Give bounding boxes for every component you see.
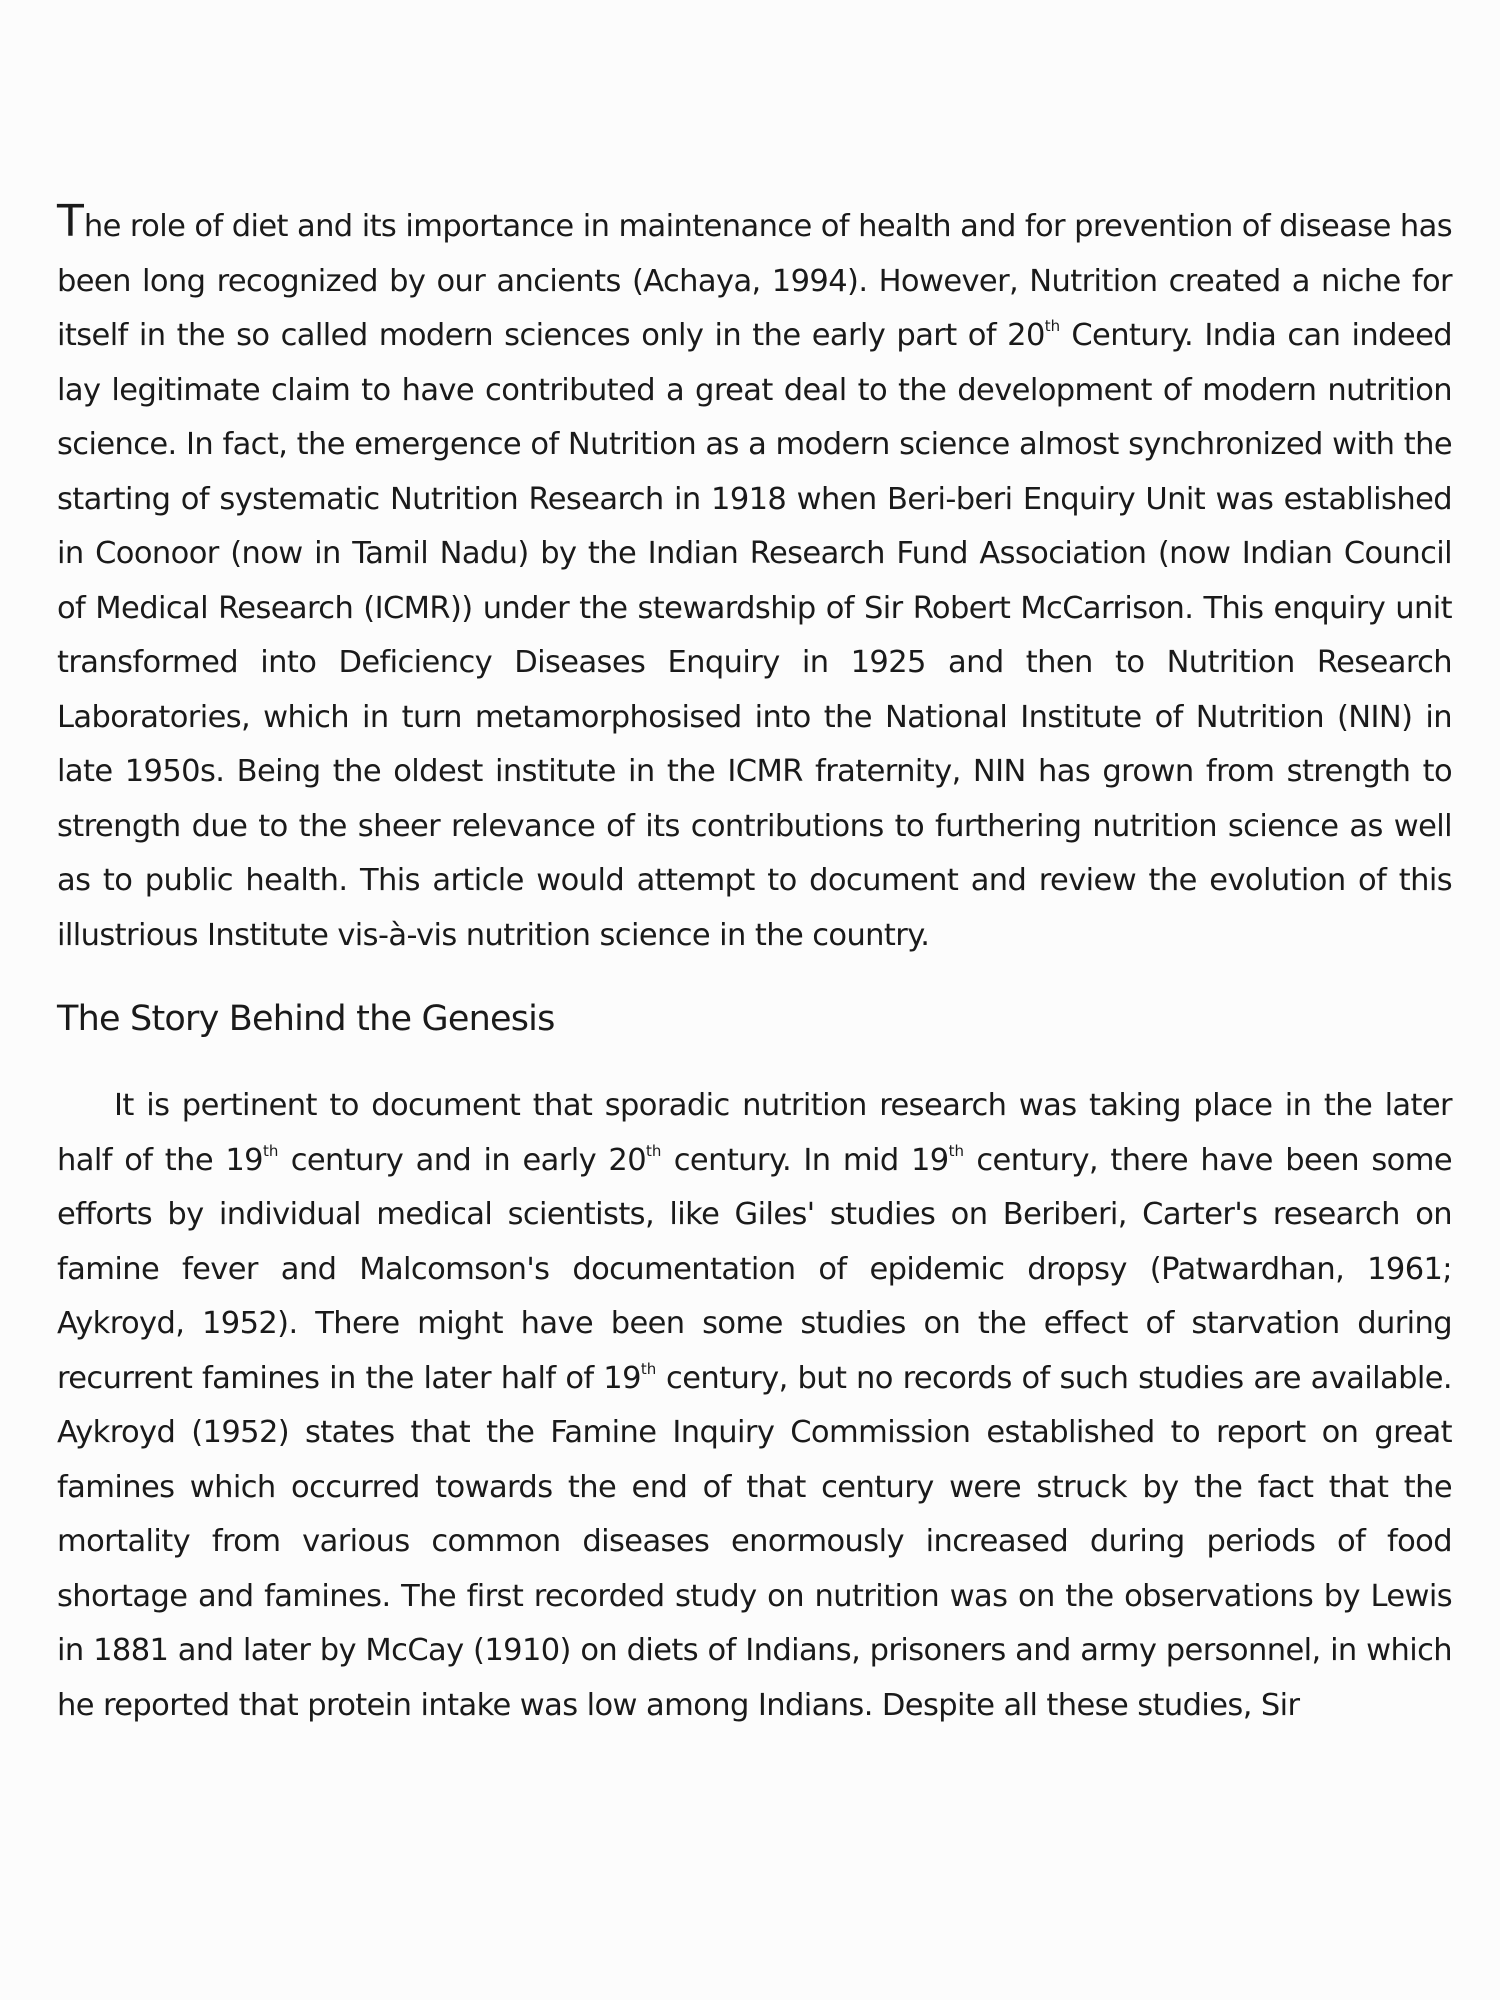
section-text-part-5: century, but no records of such studies are available. Aykroyd (1952) states that the Famine Inquiry Commission established to report on great famines which occurred towards the end of that century were struck by the fact that the mortality from various common diseases enormously increased during periods of food shortage and famines. The first recorded study on nutrition was on the observations by Lewis in 1881 and later by McCay (1910) on diets of Indians, prisoners and army personnel, in which he reported that protein intake was low among Indians. Despite all these studies, Sir [57,1360,1452,1723]
section-paragraph [57,1079,1452,1733]
intro-superscript-1: th [1044,317,1061,335]
section-heading: The Story Behind the Genesis [57,999,555,1039]
section-text-part-3: century. In mid 19 [661,1142,949,1178]
section-text-part-1: It is pertinent to document that sporadic nutrition research was taking place in the later half of the 19 [57,1088,1452,1178]
intro-text-part-2: Century. India can indeed lay legitimate claim to have contributed a great deal to the development of modern nutrition science. In fact, the emergence of Nutrition as a modern science almost synchronized with the starting of systematic Nutrition Research in 1918 when Beri-beri Enquiry Unit was established in Coonoor (now in Tamil Nadu) by the Indian Research Fund Association (now Indian Council of Medical Research (ICMR)) under the stewardship of Sir Robert McCarrison. This enquiry unit transformed into Deficiency Diseases Enquiry in 1925 and then to Nutrition Research Laboratories, which in turn metamorphosised into the National Institute of Nutrition (NIN) in late 1950s. Being the oldest institute in the ICMR fraternity, NIN has grown from strength to strength due to the sheer relevance of its contributions to furthering nutrition science as well as to public health. This article would attempt to document and review the evolution of this illustrious Institute vis-à-vis nutrition science in the country. [57,318,1453,953]
section-superscript-3: th [948,1141,964,1160]
drop-cap: T [57,196,84,247]
intro-text-part-1: he role of diet and its importance in maintenance of health and for prevention of disease has been long recognized by our ancients (Achaya, 1994). However, Nutrition created a niche for itself in the so called modern sciences only in the early part of 20 [57,209,1452,353]
intro-paragraph [57,196,1453,963]
section-superscript-2: th [646,1141,662,1160]
section-superscript-4: th [640,1359,657,1378]
section-text-part-2: century and in early 20 [278,1142,647,1178]
section-superscript-1: th [262,1141,279,1160]
section-text-part-4: century, there have been some efforts by individual medical scientists, like Giles' studies on Beriberi, Carter's research on famine fever and Malcomson's documentation of epidemic dropsy (Patwardhan, 1961; Aykroyd, 1952). There might have been some studies on the effect of starvation during recurrent famines in the later half of 19 [57,1142,1452,1396]
article-body [57,196,1453,1733]
